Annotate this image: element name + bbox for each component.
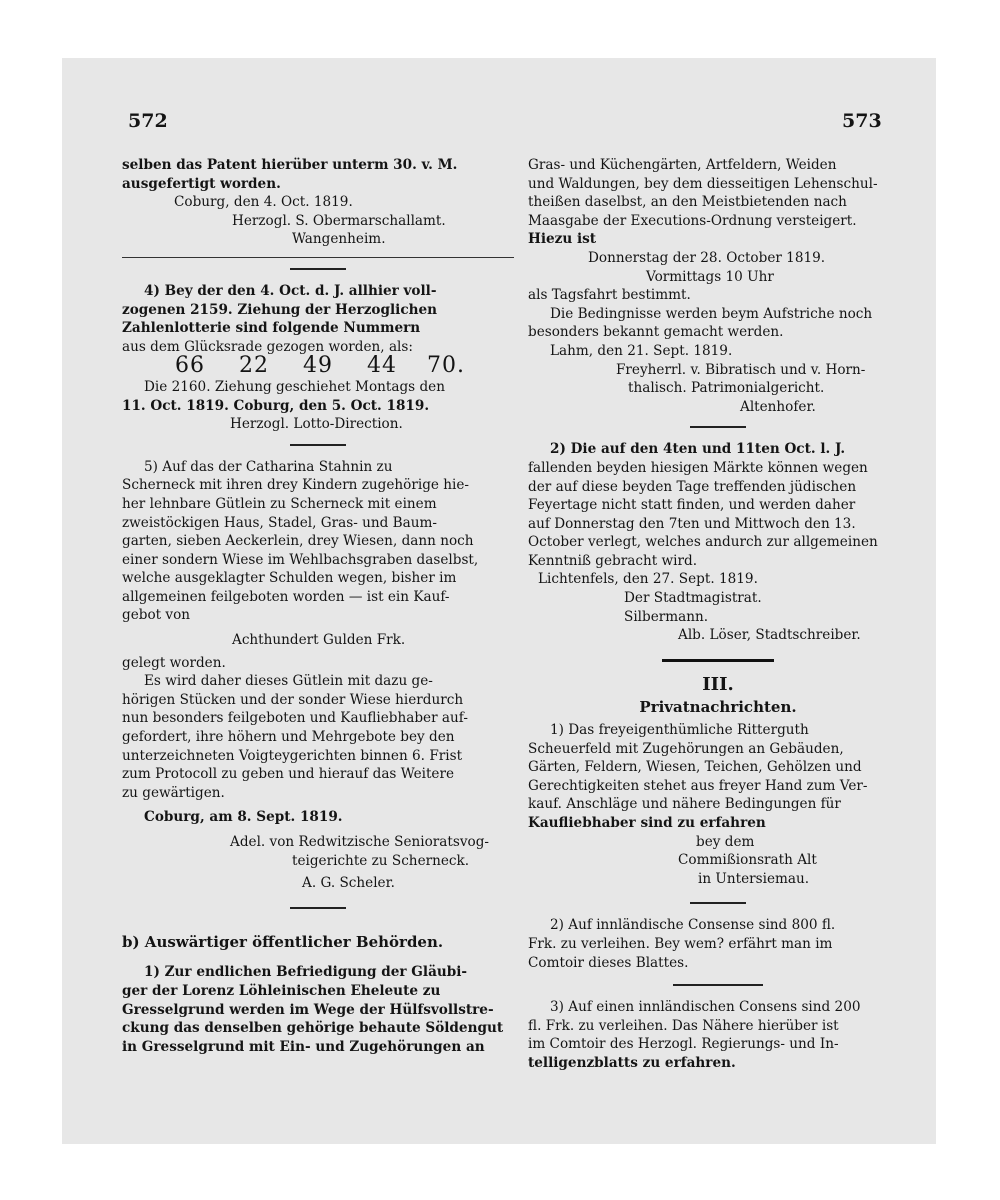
section-heading: Privatnachrichten. bbox=[639, 698, 797, 717]
text-line: ausgefertigt worden. bbox=[122, 175, 281, 192]
page-number-left: 572 bbox=[128, 110, 168, 132]
separator-rule bbox=[662, 659, 774, 662]
lottery-numbers bbox=[122, 353, 514, 379]
text-line: auf Donnerstag den 7ten und Mittwoch den 13. bbox=[528, 515, 856, 532]
signature-line: thalisch. Patrimonialgericht. bbox=[628, 380, 825, 397]
right-column bbox=[528, 156, 908, 1073]
contact-line: Commißionsrath Alt bbox=[678, 852, 817, 869]
text-line: 4) Bey der den 4. Oct. d. J. allhier voll- bbox=[144, 282, 437, 299]
text-line: Zahlenlotterie sind folgende Nummern bbox=[122, 320, 421, 337]
place-date: Coburg, am 8. Sept. 1819. bbox=[144, 809, 343, 826]
text-line: 1) Zur endlichen Befriedigung der Gläubi- bbox=[144, 964, 468, 981]
text-line: und Waldungen, bey dem diesseitigen Lehenschul- bbox=[528, 175, 878, 192]
text-line: im Comtoir des Herzogl. Regierungs- und In- bbox=[528, 1036, 839, 1053]
text-line: besonders bekannt gemacht werden. bbox=[528, 324, 784, 341]
separator-rule bbox=[290, 444, 346, 446]
text-line: 2) Die auf den 4ten und 11ten Oct. l. J. bbox=[550, 441, 846, 458]
text-line: Scherneck mit ihren drey Kindern zugehörige hie- bbox=[122, 477, 470, 494]
text-line: theißen daselbst, an den Meistbietenden nach bbox=[528, 194, 847, 211]
text-line: Gras- und Küchengärten, Artfeldern, Weiden bbox=[528, 157, 837, 173]
signature-line: Wangenheim. bbox=[292, 231, 386, 248]
text-line: selben das Patent hierüber unterm 30. v. M. bbox=[122, 157, 458, 173]
date-line: Vormittags 10 Uhr bbox=[646, 268, 774, 285]
text-line: unterzeichneten Voigteygerichten binnen 6. Frist bbox=[122, 747, 463, 764]
place-date: Coburg, den 4. Oct. 1819. bbox=[174, 194, 353, 211]
text-line: fl. Frk. zu verleihen. Das Nähere hierüber ist bbox=[528, 1017, 839, 1034]
text-line: ckung das denselben gehörige behaute Söldengut bbox=[122, 1020, 504, 1037]
contact-line: bey dem bbox=[696, 833, 755, 850]
text-line: Gerechtigkeiten stehet aus freyer Hand zum Ver- bbox=[528, 777, 868, 794]
signature-line: Herzogl. S. Obermarschallamt. bbox=[232, 212, 446, 229]
separator-rule bbox=[122, 257, 514, 258]
text-line: allgemeinen feilgeboten worden — ist ein Kauf- bbox=[122, 588, 450, 605]
text-line: October verlegt, welches andurch zur allgemeinen bbox=[528, 534, 878, 551]
text-line: 2) Auf innländische Consense sind 800 fl. bbox=[550, 917, 836, 934]
text-line: Kenntniß gebracht wird. bbox=[528, 552, 698, 569]
purchase-amount: Achthundert Gulden Frk. bbox=[232, 632, 406, 649]
text-line: Feyertage nicht statt finden, und werden daher bbox=[528, 497, 856, 514]
signature-line: Der Stadtmagistrat. bbox=[624, 590, 762, 607]
text-line: Maasgabe der Executions-Ordnung versteigert. bbox=[528, 212, 857, 229]
signature-line: A. G. Scheler. bbox=[302, 875, 395, 892]
text-line: in Gresselgrund mit Ein- und Zugehörungen an bbox=[122, 1038, 485, 1055]
signature-line: Alb. Löser, Stadtschreiber. bbox=[678, 627, 861, 644]
text-line: Die Bedingnisse werden beym Aufstriche noch bbox=[550, 305, 873, 322]
lottery-number: 22 bbox=[239, 353, 269, 379]
text-line: Es wird daher dieses Gütlein mit dazu ge- bbox=[144, 673, 433, 690]
separator-rule bbox=[690, 902, 746, 904]
text-line: gebot von bbox=[122, 607, 191, 624]
text-line: 11. Oct. 1819. Coburg, den 5. Oct. 1819. bbox=[122, 397, 430, 414]
contact-line: in Untersiemau. bbox=[698, 870, 810, 887]
text-line: her lehnbare Gütlein zu Scherneck mit einem bbox=[122, 495, 437, 512]
lottery-number: 44 bbox=[367, 353, 397, 379]
text-line: Frk. zu verleihen. Bey wem? erfährt man im bbox=[528, 935, 833, 952]
section-number: III. bbox=[702, 673, 734, 695]
signature-line: Silbermann. bbox=[624, 608, 709, 625]
date-line: Donnerstag der 28. October 1819. bbox=[588, 249, 826, 266]
text-line: garten, sieben Aeckerlein, drey Wiesen, dann noch bbox=[122, 533, 474, 550]
text-line: Gärten, Feldern, Wiesen, Teichen, Gehölzen und bbox=[528, 759, 862, 776]
section-heading: b) Auswärtiger öffentlicher Behörden. bbox=[122, 932, 444, 951]
text-line: gelegt worden. bbox=[122, 654, 226, 671]
place-date: Lahm, den 21. Sept. 1819. bbox=[550, 342, 733, 359]
page-number-right: 573 bbox=[842, 110, 882, 132]
text-line: aus dem Glücksrade gezogen worden, als: bbox=[122, 338, 413, 355]
signature-line: Adel. von Redwitzische Senioratsvog- bbox=[230, 834, 489, 850]
separator-rule bbox=[290, 907, 346, 909]
signature-line: teigerichte zu Scherneck. bbox=[292, 852, 470, 869]
text-line: 1) Das freyeigenthümliche Ritterguth bbox=[550, 722, 809, 739]
text-line: Comtoir dieses Blattes. bbox=[528, 954, 689, 971]
separator-rule bbox=[290, 268, 346, 270]
text-line: ger der Lorenz Löhleinischen Eheleute zu bbox=[122, 982, 441, 999]
text-line: 5) Auf das der Catharina Stahnin zu bbox=[144, 458, 393, 475]
text-line: als Tagsfahrt bestimmt. bbox=[528, 287, 691, 304]
signature-line: Altenhofer. bbox=[740, 398, 816, 415]
text-line: zweistöckigen Haus, Stadel, Gras- und Baum- bbox=[122, 514, 437, 531]
signature-line: Herzogl. Lotto-Direction. bbox=[230, 416, 403, 433]
text-line: hörigen Stücken und der sonder Wiese hierdurch bbox=[122, 691, 464, 708]
text-line: fallenden beyden hiesigen Märkte können wegen bbox=[528, 459, 868, 476]
left-column bbox=[122, 156, 514, 1056]
text-line: Die 2160. Ziehung geschiehet Montags den bbox=[144, 378, 445, 395]
text-line: kauf. Anschläge und nähere Bedingungen für bbox=[528, 796, 841, 813]
text-line: zu gewärtigen. bbox=[122, 784, 225, 801]
separator-rule bbox=[673, 984, 763, 986]
text-line: einer sondern Wiese im Wehlbachsgraben daselbst, bbox=[122, 551, 479, 568]
signature-line: Freyherrl. v. Bibratisch und v. Horn- bbox=[616, 361, 866, 378]
text-line: gefordert, ihre höhern und Mehrgebote bey den bbox=[122, 729, 455, 746]
text-line: nun besonders feilgeboten und Kaufliebhaber auf- bbox=[122, 710, 468, 727]
text-line: Gresselgrund werden im Wege der Hülfsvollstre- bbox=[122, 1001, 494, 1018]
text-line: Hiezu ist bbox=[528, 231, 597, 248]
text-line: Kaufliebhaber sind zu erfahren bbox=[528, 815, 766, 831]
lottery-number: 66 bbox=[175, 353, 205, 379]
lottery-number: 49 bbox=[303, 353, 333, 379]
separator-rule bbox=[690, 426, 746, 428]
text-line: 3) Auf einen innländischen Consens sind 200 bbox=[550, 999, 861, 1016]
place-date: Lichtenfels, den 27. Sept. 1819. bbox=[538, 571, 758, 588]
text-line: telligenzblatts zu erfahren. bbox=[528, 1054, 736, 1071]
text-line: der auf diese beyden Tage treffenden jüdischen bbox=[528, 478, 857, 495]
lottery-number: 70. bbox=[427, 353, 465, 379]
text-line: zum Protocoll zu geben und hierauf das Weitere bbox=[122, 766, 455, 783]
text-line: Scheuerfeld mit Zugehörungen an Gebäuden, bbox=[528, 740, 844, 757]
text-line: zogenen 2159. Ziehung der Herzoglichen bbox=[122, 301, 438, 318]
text-line: welche ausgeklagter Schulden wegen, bisher im bbox=[122, 570, 457, 587]
